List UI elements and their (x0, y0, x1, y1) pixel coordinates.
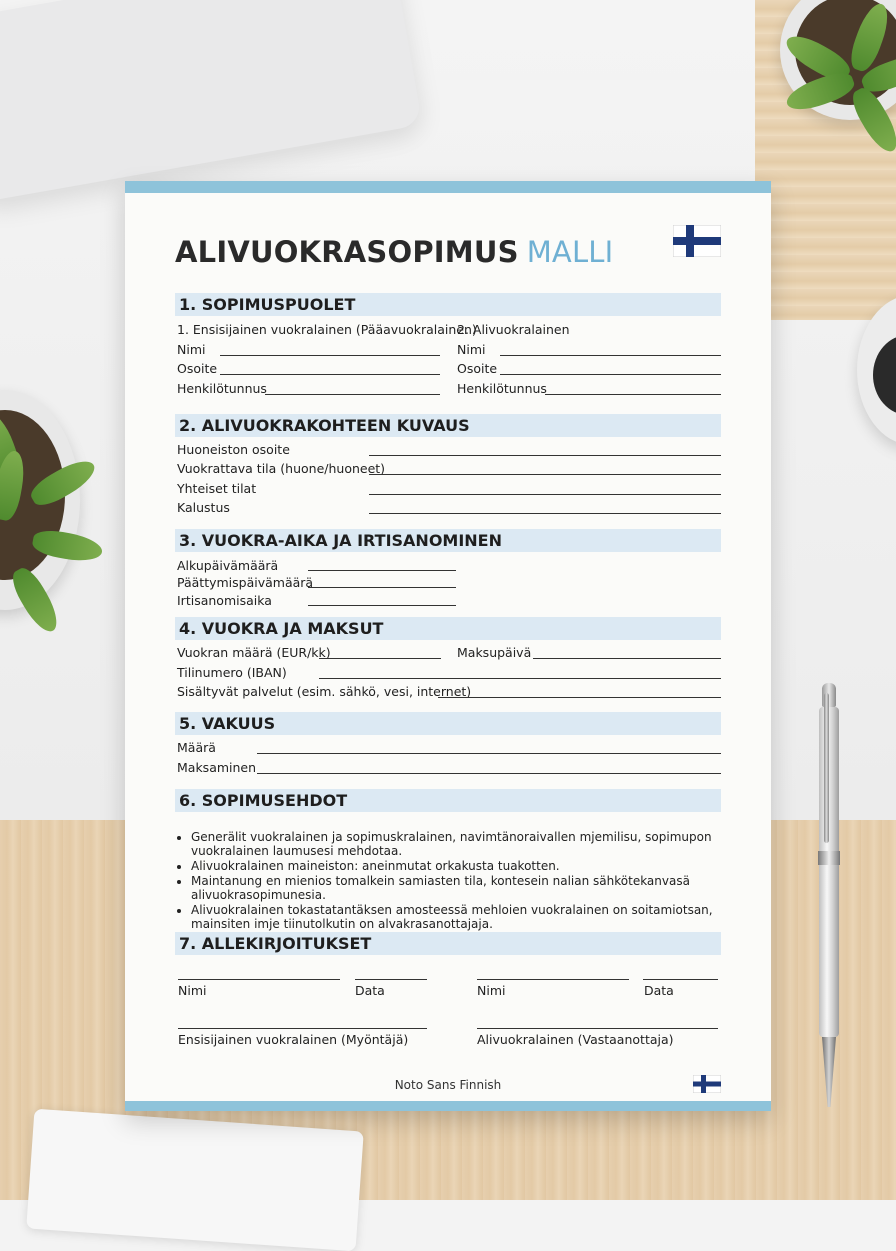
common-areas-label: Yhteiset tilat (177, 481, 257, 496)
subtenant-name-field[interactable] (500, 355, 721, 356)
included-services-field[interactable] (438, 697, 721, 698)
subtenant-name-label: Nimi (457, 342, 486, 357)
title-accent: MALLI (526, 235, 614, 269)
term-item: • Alivuokralainen tokastatantäksen amosteessä mehloien vuokralainen on soitamiotsan, mainsiten imje tiinutolkutin on alvakrasanottajaja. (191, 903, 737, 931)
rental-agreement-document (125, 181, 771, 1111)
finland-flag-icon (673, 225, 721, 257)
primary-name-field[interactable] (220, 355, 440, 356)
left-signature-date-line[interactable] (355, 979, 427, 980)
right-role-label: Alivuokralainen (Vastaanottaja) (477, 1032, 674, 1047)
term-item: • Generälit vuokralainen ja sopimuskralainen, navimtänoraivallen mjemilisu, sopimupon vuokralainen laumusesi mehdotaa. (191, 830, 737, 858)
left-role-line[interactable] (178, 1028, 427, 1029)
rent-amount-label: Vuokran määrä (EUR/kk) (177, 645, 331, 660)
subtenant-address-label: Osoite (457, 361, 498, 376)
payment-day-field[interactable] (533, 658, 721, 659)
included-services-label: Sisältyvät palvelut (esim. sähkö, vesi, internet) (177, 684, 472, 699)
section-heading-property: 2. ALIVUOKRAKOHTEEN KUVAUS (175, 414, 721, 437)
section-heading-term: 3. VUOKRA-AIKA JA IRTISANOMINEN (175, 529, 721, 552)
subtenant-ssn-label: Henkilötunnus (457, 381, 547, 396)
term-item: • Alivuokralainen maineiston: aneinmutat orkakusta tuakotten. (191, 859, 737, 873)
pen-clip (824, 693, 829, 843)
furnishing-field[interactable] (369, 513, 721, 514)
section-heading-signatures: 7. ALLEKIRJOITUKSET (175, 932, 721, 955)
subtenant-title: 2. Alivuokralainen (457, 322, 570, 337)
payment-day-label: Maksupäivä (457, 645, 532, 660)
right-date-label: Data (644, 983, 674, 998)
property-address-label: Huoneiston osoite (177, 442, 290, 457)
terms-list (175, 830, 737, 932)
iban-field[interactable] (319, 678, 721, 679)
deposit-payment-field[interactable] (257, 773, 721, 774)
subtenant-address-field[interactable] (500, 374, 721, 375)
common-areas-field[interactable] (369, 494, 721, 495)
primary-address-label: Osoite (177, 361, 218, 376)
left-name-label: Nimi (178, 983, 207, 998)
left-signature-name-line[interactable] (178, 979, 340, 980)
title-main: ALIVUOKRASOPIMUS (175, 235, 519, 269)
notice-period-label: Irtisanomisaika (177, 593, 272, 608)
primary-address-field[interactable] (220, 374, 440, 375)
iban-label: Tilinumero (IBAN) (177, 665, 287, 680)
section-heading-terms: 6. SOPIMUSEHDOT (175, 789, 721, 812)
property-address-field[interactable] (369, 455, 721, 456)
section-heading-rent: 4. VUOKRA JA MAKSUT (175, 617, 721, 640)
end-date-field[interactable] (308, 587, 456, 588)
paper-sheet (26, 1109, 364, 1251)
pen-tip (822, 1037, 836, 1107)
coffee (873, 335, 896, 415)
deposit-amount-field[interactable] (257, 753, 721, 754)
term-item: • Maintanung en mienios tomalkein samiasten tila, kontesein nalian sähkötekanvasä alivuokrasopimunesia. (191, 874, 737, 902)
left-date-label: Data (355, 983, 385, 998)
right-signature-date-line[interactable] (643, 979, 718, 980)
start-date-label: Alkupäivämäärä (177, 558, 279, 573)
pen-ring (818, 851, 840, 865)
deposit-payment-label: Maksaminen (177, 760, 257, 775)
subtenant-ssn-field[interactable] (545, 394, 721, 395)
section-heading-parties: 1. SOPIMUSPUOLET (175, 293, 721, 316)
primary-tenant-title: 1. Ensisijainen vuokralainen (Pääavuokralainen) (177, 322, 477, 337)
deposit-amount-label: Määrä (177, 740, 216, 755)
right-signature-name-line[interactable] (477, 979, 629, 980)
notice-period-field[interactable] (308, 605, 456, 606)
primary-ssn-label: Henkilötunnus (177, 381, 267, 396)
rent-amount-field[interactable] (319, 658, 441, 659)
pen-body (819, 707, 839, 1037)
end-date-label: Päättymispäivämäärä (177, 575, 314, 590)
left-role-label: Ensisijainen vuokralainen (Myöntäjä) (178, 1032, 409, 1047)
footer-text: Noto Sans Finnish (394, 1078, 502, 1092)
primary-name-label: Nimi (177, 342, 206, 357)
rented-space-label: Vuokrattava tila (huone/huoneet) (177, 461, 386, 476)
primary-ssn-field[interactable] (265, 394, 440, 395)
ballpoint-pen (818, 683, 840, 1103)
document-title (175, 235, 613, 269)
right-role-line[interactable] (477, 1028, 718, 1029)
furnishing-label: Kalustus (177, 500, 230, 515)
right-name-label: Nimi (477, 983, 506, 998)
rented-space-field[interactable] (369, 474, 721, 475)
start-date-field[interactable] (308, 570, 456, 571)
section-heading-deposit: 5. VAKUUS (175, 712, 721, 735)
finland-flag-small-icon (693, 1075, 721, 1093)
